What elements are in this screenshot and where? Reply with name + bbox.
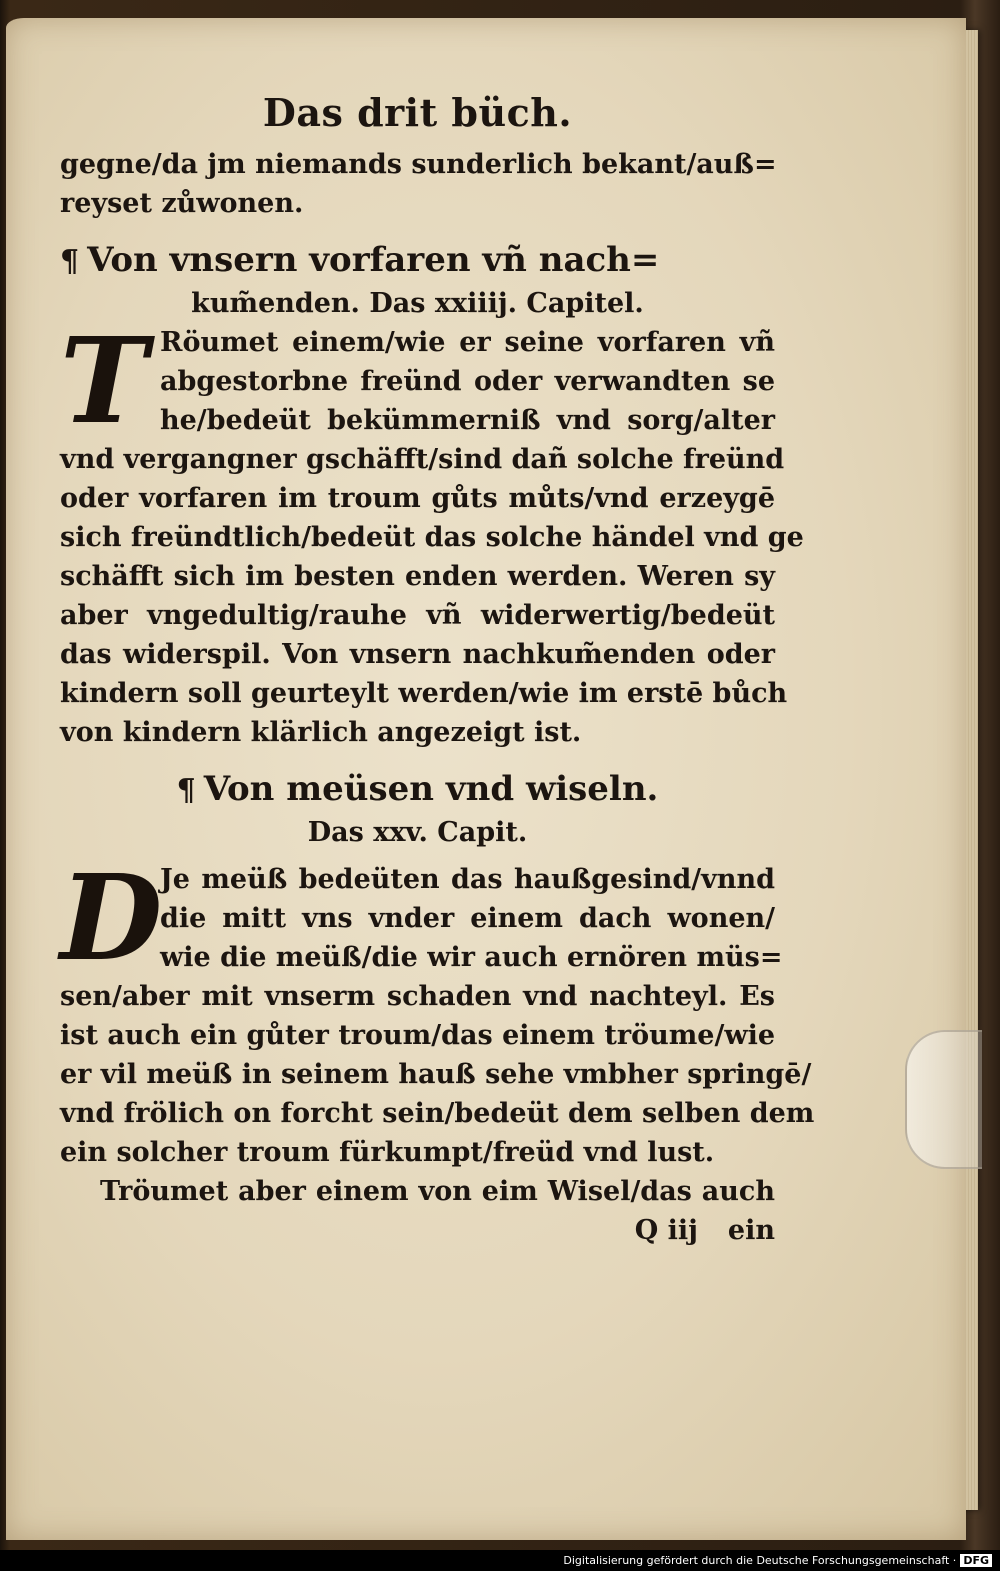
paragraph-line: er vil meüß in seinem hauß sehe vmbher springē/ xyxy=(60,1059,812,1090)
page-clip xyxy=(905,1030,982,1169)
text-block xyxy=(60,90,815,1251)
paragraph-line: oder vorfaren im troum gůts můts/vnd erzeygē xyxy=(60,483,775,514)
credit-text: Digitalisierung gefördert durch die Deutsche Forschungsgemeinschaft · xyxy=(563,1554,957,1567)
paragraph-line: abgestorbne freünd oder verwandten se xyxy=(160,366,775,397)
running-head: Das drit büch. xyxy=(262,90,573,135)
pilcrow-icon: ¶ xyxy=(60,244,80,279)
paragraph-line: die mitt vns vnder einem dach wonen/ xyxy=(160,903,775,934)
paragraph-line: Röumet einem/wie er seine vorfaren vñ xyxy=(160,327,775,358)
paragraph-line: vnd vergangner gschäfft/sind dañ solche freünd xyxy=(60,444,785,475)
paragraph-line: Je meüß bedeüten das haußgesind/vnnd xyxy=(160,864,775,895)
chapter-24-paragraph xyxy=(60,311,804,752)
chapter-24-subtitle: kum̃enden. Das xxiiij. Capitel. xyxy=(191,288,644,319)
paragraph-line: ein solcher troum fürkumpt/freüd vnd lust. xyxy=(60,1137,715,1168)
catchword: ein xyxy=(727,1215,775,1246)
chapter-25-paragraph xyxy=(60,848,815,1211)
paragraph-line: aber vngedultig/rauhe vñ widerwertig/bedeüt xyxy=(60,600,775,631)
intro-line: reyset zůwonen. xyxy=(60,188,304,219)
drop-cap-initial: T xyxy=(60,311,148,450)
catchline xyxy=(60,1211,775,1251)
paragraph-line: he/bedeüt bekümmerniß vnd sorg/alter xyxy=(160,405,775,436)
pilcrow-icon: ¶ xyxy=(176,773,196,808)
intro-line: gegne/da jm niemands sunderlich bekant/auß= xyxy=(60,149,777,180)
paragraph-line: das widerspil. Von vnsern nachkum̃enden oder xyxy=(60,639,775,670)
paragraph-line: wie die meüß/die wir auch ernören müs= xyxy=(160,942,783,973)
chapter-25-heading xyxy=(60,766,775,814)
signature-mark: Q iij xyxy=(634,1215,698,1246)
drop-cap-initial: D xyxy=(60,848,163,987)
chapter-24-heading xyxy=(60,237,775,285)
paragraph-line: vnd frölich on forcht sein/bedeüt dem selben dem xyxy=(60,1098,815,1129)
paragraph-line: sen/aber mit vnserm schaden vnd nachteyl. Es xyxy=(60,981,775,1012)
paragraph-line: von kindern klärlich angezeigt ist. xyxy=(60,717,582,748)
paragraph-line: sich freündtlich/bedeüt das solche händel vnd ge xyxy=(60,522,804,553)
credit-bar xyxy=(0,1550,1000,1571)
paragraph-line: schäfft sich im besten enden werden. Weren sy xyxy=(60,561,775,592)
chapter-25-title: Von meüsen vnd wiseln. xyxy=(203,769,659,809)
paragraph-line: ist auch ein gůter troum/das einem tröume/wie xyxy=(60,1020,775,1051)
dfg-logo: DFG xyxy=(960,1554,992,1567)
chapter-24-title: Von vnsern vorfaren vñ nach= xyxy=(87,240,660,280)
paragraph-line: kindern soll geurteylt werden/wie im erstē bůch xyxy=(60,678,788,709)
chapter-25-subtitle: Das xxv. Capit. xyxy=(307,817,528,848)
paragraph-line: Tröumet aber einem von eim Wisel/das auch xyxy=(100,1176,775,1207)
